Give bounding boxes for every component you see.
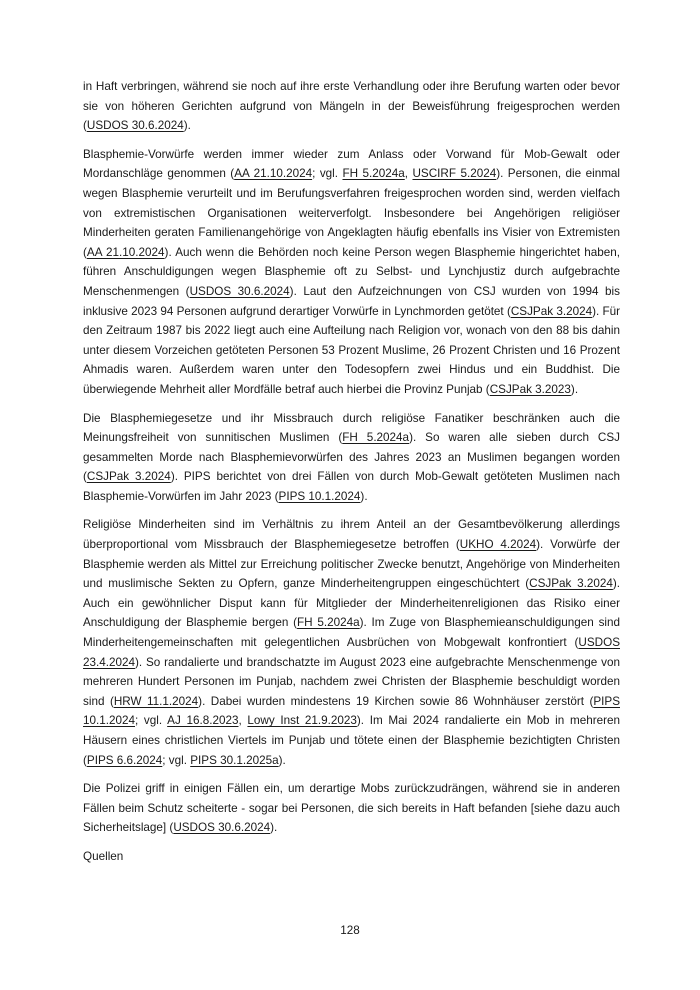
- citation-link[interactable]: AA 21.10.2024: [234, 167, 313, 181]
- text-run: ). Laut den Aufzeichnungen von CSJ wurden von 1994 bis inklusive 2023 94 Personen aufgrund derartiger Vorwürfe in Lynchmorden getötet (: [83, 284, 620, 318]
- text-run: ).: [360, 489, 368, 503]
- text-run: ). Im Zuge von Blasphemieanschuldigungen sind Minderheitengemeinschaften mit gelegentlichen Ausbrüchen von Mobgewalt konfrontiert (: [83, 616, 621, 650]
- body-paragraph: [83, 515, 620, 770]
- text-run: ).: [570, 382, 579, 396]
- citation-link[interactable]: AJ 16.8.2023: [167, 714, 239, 728]
- text-run: ).: [270, 821, 278, 835]
- citation-link[interactable]: CSJPak 3.2024: [510, 304, 593, 318]
- citation-link[interactable]: USDOS 30.6.2024: [173, 821, 271, 835]
- text-run: ; vgl.: [135, 714, 168, 728]
- citation-link[interactable]: UKHO 4.2024: [459, 538, 537, 552]
- page-number: 128: [340, 924, 360, 937]
- citation-link[interactable]: USDOS 23.4.2024: [83, 636, 620, 669]
- body-paragraph: [83, 779, 620, 838]
- text-run: Die Blasphemiegesetze und ihr Missbrauch durch religiöse Fanatiker beschränken auch die Meinungsfreiheit von sunnitischen Muslimen (: [83, 411, 620, 445]
- body-paragraph: [83, 77, 620, 136]
- text-run: ,: [404, 167, 413, 181]
- text-run: ). Im Mai 2024 randalierte ein Mob in mehreren Häusern eines christlichen Viertels im Punjab und tötete einen der Blasphemie bezichtigten Christen (: [83, 714, 620, 767]
- body-paragraph: [83, 409, 620, 507]
- citation-link[interactable]: CSJPak 3.2024: [86, 470, 171, 484]
- citation-link[interactable]: FH 5.2024a: [342, 167, 405, 181]
- citation-link[interactable]: FH 5.2024a: [297, 616, 360, 630]
- body-paragraph: [83, 145, 620, 400]
- citation-link[interactable]: PIPS 10.1.2024: [278, 489, 361, 503]
- section-heading: [83, 847, 620, 867]
- text-run: ).: [183, 119, 191, 133]
- text-run: ; vgl.: [162, 753, 191, 767]
- text-run: in Haft verbringen, während sie noch auf ihre erste Verhandlung oder ihre Berufung warten oder bevor sie von höheren Gerichten aufgrund von Mängeln in der Beweisführung freigesprochen werden (: [83, 80, 620, 133]
- citation-link[interactable]: USCIRF 5.2024: [412, 167, 497, 181]
- text-run: ). Personen, die einmal wegen Blasphemie verurteilt und im Berufungsverfahren freigesprochen worden sind, werden vielfach von extremistischen Organisationen weiterverfolgt. Insbesondere bei Angehörigen religiöser Minderheiten geraten Familienangehörige von Angeklagten häufig ebenfalls ins Visier von Extremisten (: [83, 167, 621, 259]
- citation-link[interactable]: CSJPak 3.2023: [489, 382, 571, 396]
- text-run: ). Vorwürfe der Blasphemie werden als Mittel zur Erreichung politischer Zwecke benutzt, Angehörige von Minderheiten und muslimische Sekten zu Opfern, ganze Minderheitengruppen eingeschüchtert (: [83, 538, 620, 591]
- text-run: Religiöse Minderheiten sind im Verhältnis zu ihrem Anteil an der Gesamtbevölkerung allerdings überproportional vom Missbrauch der Blasphemiegesetze betroffen (: [83, 518, 620, 552]
- text-run: ). So randalierte und brandschatzte im August 2023 eine aufgebrachte Menschenmenge von mehreren Hundert Personen im Punjab, nachdem zwei Christen der Blasphemie beschuldigt worden sind (: [83, 655, 620, 708]
- citation-link[interactable]: PIPS 30.1.2025a: [190, 753, 279, 767]
- citation-link[interactable]: PIPS 6.6.2024: [86, 753, 163, 767]
- text-run: Die Polizei griff in einigen Fällen ein, um derartige Mobs zurückzudrängen, während sie in anderen Fällen beim Schutz scheiterte - sogar bei Personen, die sich bereits in Haft befanden [siehe dazu auch Sicherheitslage] (: [83, 782, 620, 835]
- text-run: ). Auch wenn die Behörden noch keine Person wegen Blasphemie hingerichtet haben, führen Anschuldigungen wegen Blasphemie oft zu Selbst- und Lynchjustiz durch aufgebrachte Menschenmengen (: [83, 245, 621, 298]
- text-run: ; vgl.: [312, 167, 343, 181]
- citation-link[interactable]: PIPS 10.1.2024: [83, 694, 620, 728]
- citation-link[interactable]: AA 21.10.2024: [86, 245, 165, 259]
- text-run: ). So waren alle sieben durch CSJ gesammelten Morde nach Blasphemievorwürfen des Jahres 2023 an Muslimen begangen worden (: [83, 431, 620, 484]
- text-run: ). Für den Zeitraum 1987 bis 2022 liegt auch eine Aufteilung nach Religion vor, wonach von den 88 bis dahin unter diesem Vorzeichen getöteten Personen 53 Prozent Muslime, 26 Prozent Christen und 16 Prozent Ahmadis waren. Außerdem waren unter den Todesopfern zwei Hindus und ein Buddhist. Die überwiegende Mehrheit aller Mordfälle betraf auch hierbei die Provinz Punjab (: [83, 304, 621, 396]
- text-run: ). PIPS berichtet von drei Fällen von durch Mob-Gewalt getöteten Muslimen nach Blasphemie-Vorwürfen im Jahr 2023 (: [83, 470, 620, 503]
- citation-link[interactable]: USDOS 30.6.2024: [189, 284, 290, 298]
- citation-link[interactable]: USDOS 30.6.2024: [86, 119, 184, 133]
- citation-link[interactable]: HRW 11.1.2024: [113, 694, 199, 708]
- text-run: ). Auch ein gewöhnlicher Disput kann für Mitglieder der Minderheitenreligionen das Risiko einer Anschuldigung der Blasphemie bergen (: [83, 577, 620, 630]
- text-run: ).: [278, 753, 286, 767]
- document-body: [83, 77, 620, 876]
- text-run: ,: [238, 714, 248, 728]
- citation-link[interactable]: FH 5.2024a: [342, 431, 410, 445]
- citation-link[interactable]: Lowy Inst 21.9.2023: [247, 714, 357, 728]
- text-run: ). Dabei wurden mindestens 19 Kirchen sowie 86 Wohnhäuser zerstört (: [198, 694, 594, 708]
- text-run: Blasphemie-Vorwürfe werden immer wieder zum Anlass oder Vorwand für Mob-Gewalt oder Mordanschläge genommen (: [83, 147, 620, 181]
- text-run: Quellen: [83, 849, 124, 863]
- citation-link[interactable]: CSJPak 3.2024: [529, 577, 613, 591]
